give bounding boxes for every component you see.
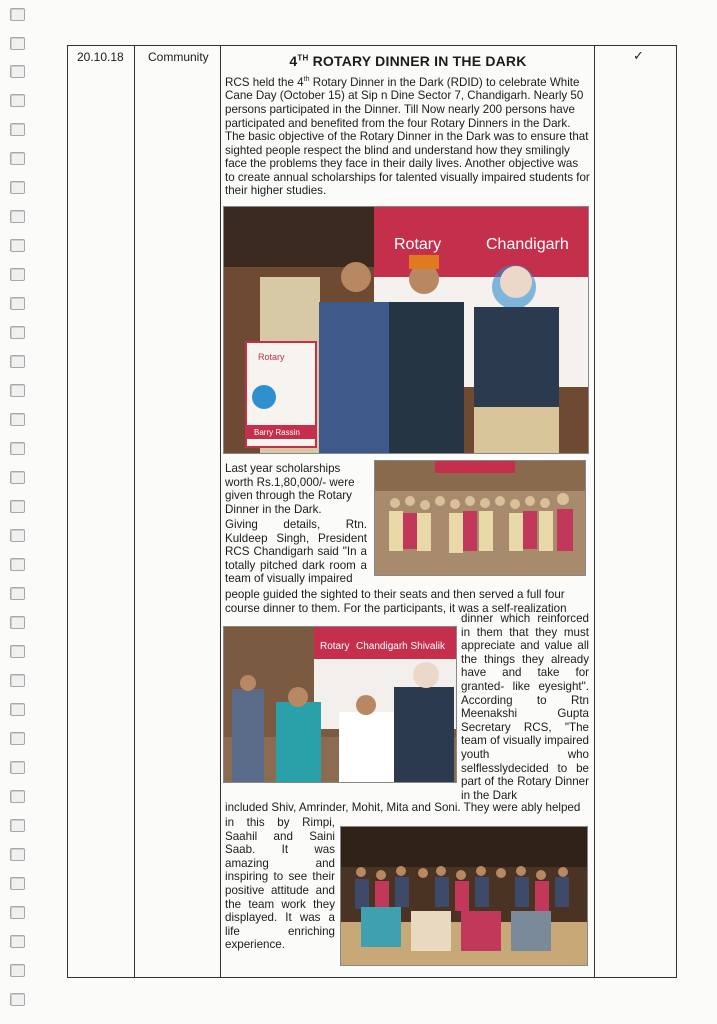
binder-hole: [10, 761, 25, 774]
banner-text: Chandigarh Shivalik: [356, 641, 445, 652]
date-cell: 20.10.18: [77, 50, 124, 64]
binder-hole: [10, 326, 25, 339]
banner-text: Rotary: [394, 236, 442, 253]
binder-hole: [10, 181, 25, 194]
column-divider: [134, 46, 135, 977]
paragraph-intro: RCS held the 4th Rotary Dinner in the Dark (RDID) to celebrate White Cane Day (October 15) at Sip n Dine Sector 7, Chandigarh. Nearly 50 persons participated in the Dinner. Till Now nearly 200 persons have participated and benefited from the four Rotary Dinners in the Dark.: [225, 75, 584, 130]
binder-hole: [10, 732, 25, 745]
paragraph-objective: The basic objective of the Rotary Dinner in the Dark was to ensure that sighted people respect the blind and understand how they smilingly face the problems they face in their daily lives. Another objective was to create annual scholarships for talented visually impaired students for their higher studies.: [225, 130, 590, 198]
binder-hole: [10, 529, 25, 542]
binder-hole: [10, 935, 25, 948]
event-photo-speakers: [223, 206, 589, 454]
binder-hole: [10, 65, 25, 78]
binder-hole: [10, 558, 25, 571]
binder-hole: [10, 355, 25, 368]
binder-hole: [10, 703, 25, 716]
check-mark-icon: ✓: [633, 48, 644, 63]
binder-hole: [10, 152, 25, 165]
binder-hole: [10, 297, 25, 310]
binder-hole: [10, 94, 25, 107]
binder-hole: [10, 384, 25, 397]
table-row: [67, 45, 677, 978]
article-title: 4TH ROTARY DINNER IN THE DARK: [289, 53, 527, 69]
event-photo-guests: [223, 626, 457, 783]
binder-hole: [10, 413, 25, 426]
binder-hole: [10, 819, 25, 832]
paragraph-closing: in this by Rimpi, Saahil and Saini Saab. It was amazing and inspiring to see their positive attitude and the team work they displayed. It was a life enriching experience.: [225, 816, 335, 952]
binder-hole: [10, 790, 25, 803]
event-photo-audience: [340, 826, 588, 966]
paragraph-details: Giving details, Rtn. Kuldeep Singh, President RCS Chandigarh said "In a totally pitched dark room a team of visually impaired: [225, 518, 367, 586]
binder-hole: [10, 123, 25, 136]
paragraph-scholarships: Last year scholarships worth Rs.1,80,000/- were given through the Rotary Dinner in the Dark.: [225, 462, 355, 516]
binder-hole: [10, 993, 25, 1006]
binder-holes: [10, 0, 30, 1024]
binder-hole: [10, 848, 25, 861]
binder-hole: [10, 239, 25, 252]
banner-text: Chandigarh: [486, 236, 569, 253]
binder-hole: [10, 645, 25, 658]
paragraph-dinner: people guided the sighted to their seats and then served a full four course dinner to them. For the participants, it was a self-realization: [225, 588, 567, 615]
column-divider: [220, 46, 221, 977]
binder-hole: [10, 210, 25, 223]
binder-hole: [10, 877, 25, 890]
binder-hole: [10, 471, 25, 484]
binder-hole: [10, 8, 25, 21]
binder-hole: [10, 674, 25, 687]
binder-hole: [10, 616, 25, 629]
column-divider: [594, 46, 595, 977]
binder-hole: [10, 37, 25, 50]
banner-text: Rotary: [320, 641, 350, 652]
event-photo-group: [374, 460, 586, 576]
binder-hole: [10, 587, 25, 600]
binder-hole: [10, 442, 25, 455]
standee-name: Barry Rassin: [254, 428, 300, 437]
category-cell: Community: [148, 50, 209, 64]
standee-text: Rotary: [258, 352, 285, 362]
binder-hole: [10, 500, 25, 513]
binder-hole: [10, 964, 25, 977]
paragraph-reinforced: dinner which reinforced in them that they must appreciate and value all the things they already have and take for granted- like eyesight". According to Rtn Meenakshi Gupta Secretary RCS, "The team of visually impaired youth who selflesslydecided to be part of the Rotary Dinner in the Dark: [461, 612, 589, 802]
binder-hole: [10, 268, 25, 281]
paragraph-team: included Shiv, Amrinder, Mohit, Mita and Soni. They were ably helped: [225, 801, 581, 814]
binder-hole: [10, 906, 25, 919]
